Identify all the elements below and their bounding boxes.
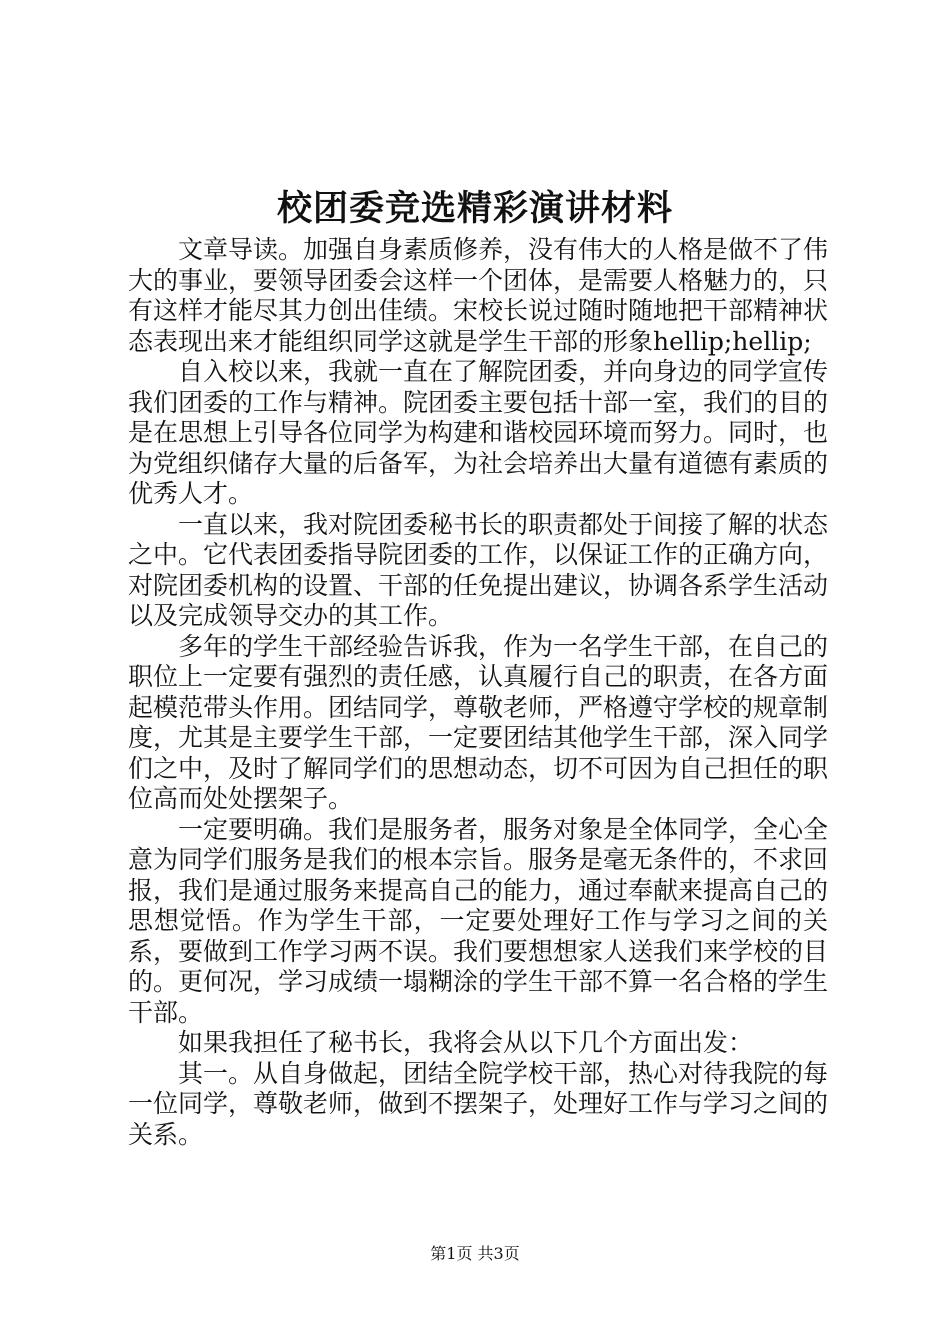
paragraph-3: 一直以来，我对院团委秘书长的职责都处于间接了解的状态之中。它代表团委指导院团委的工作，以保证工作的正确方向，对院团委机构的设置、干部的任免提出建议，协调各系学生活动以及完成领导交办的其工作。 [128, 509, 829, 630]
paragraph-6: 如果我担任了秘书长，我将会从以下几个方面出发： [178, 1028, 754, 1057]
document-title: 校团委竞选精彩演讲材料 [276, 188, 673, 229]
page-footer: 第1页 共3页 [430, 1244, 520, 1263]
paragraph-7: 其一。从自身做起，团结全院学校干部，热心对待我院的每一位同学，尊敬老师，做到不摆架子，处理好工作与学习之间的关系。 [128, 1058, 829, 1149]
paragraph-4: 多年的学生干部经验告诉我，作为一名学生干部，在自己的职位上一定要有强烈的责任感，认真履行自己的职责，在各方面起模范带头作用。团结同学，尊敬老师，严格遵守学校的规章制度，尤其是主要学生干部，一定要团结其他学生干部，深入同学们之中，及时了解同学们的思想动态，切不可因为自己担任的职位高而处处摆架子。 [128, 631, 829, 813]
document-body [128, 235, 828, 1150]
paragraph-2: 自入校以来，我就一直在了解院团委，并向身边的同学宣传我们团委的工作与精神。院团委主要包括十部一室，我们的目的是在思想上引导各位同学为构建和谐校园环境而努力。同时，也为党组织储存大量的后备军，为社会培养出大量有道德有素质的优秀人才。 [128, 357, 829, 508]
paragraph-5: 一定要明确。我们是服务者，服务对象是全体同学，全心全意为同学们服务是我们的根本宗旨。服务是毫无条件的，不求回报，我们是通过服务来提高自己的能力，通过奉献来提高自己的思想觉悟。作为学生干部，一定要处理好工作与学习之间的关系，要做到工作学习两不误。我们要想想家人送我们来学校的目的。更何况，学习成绩一塌糊涂的学生干部不算一名合格的学生干部。 [128, 814, 829, 1027]
paragraph-intro: 文章导读。加强自身素质修养，没有伟大的人格是做不了伟大的事业，要领导团委会这样一个团体，是需要人格魅力的，只有这样才能尽其力创出佳绩。宋校长说过随时随地把干部精神状态表现出来才能组织同学这就是学生干部的形象hellip;hellip; [128, 235, 829, 356]
